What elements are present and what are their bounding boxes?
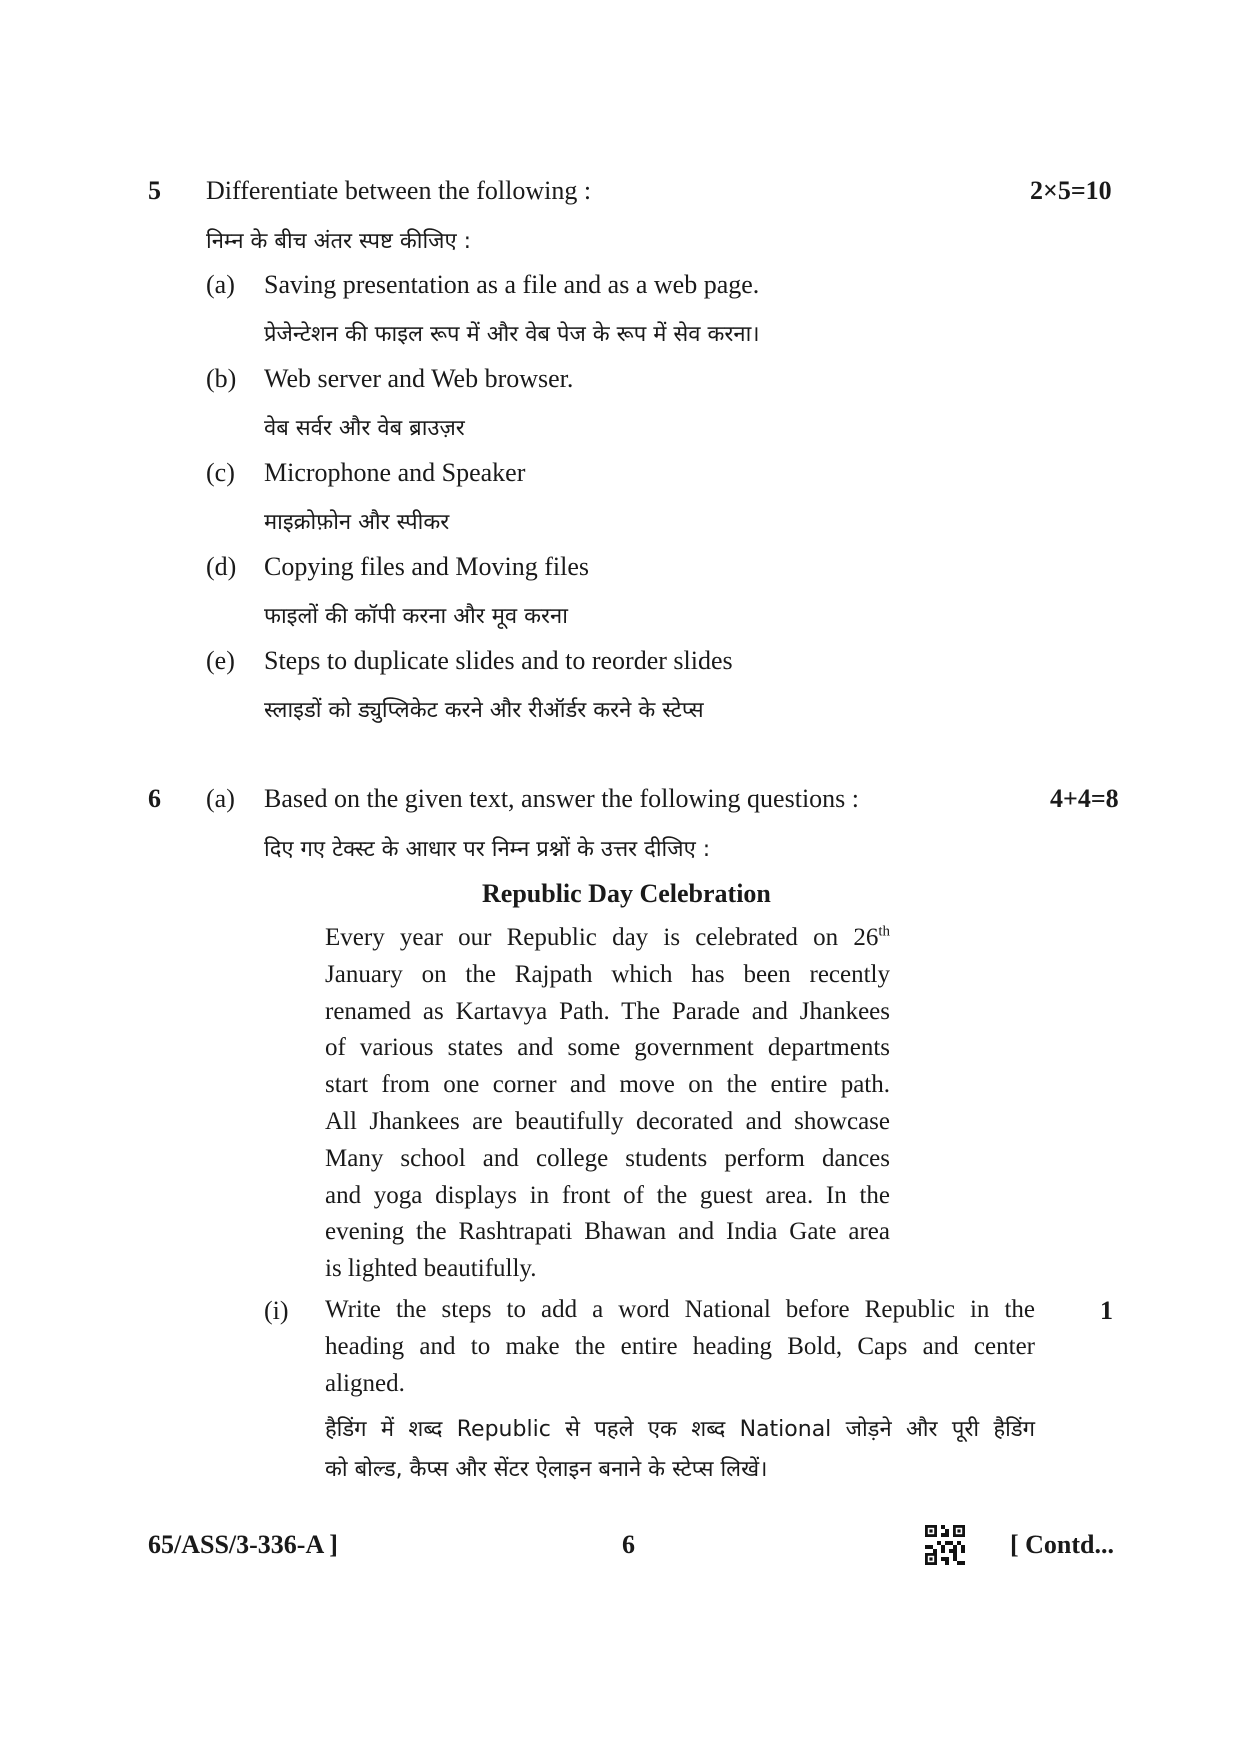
page-number: 6 bbox=[622, 1530, 635, 1559]
question-line-hi: को बोल्ड, कैप्स और सेंटर ऐलाइन बनाने के स्टेप्स लिखें। bbox=[325, 1457, 768, 1482]
q5-item-label: (c) bbox=[206, 458, 235, 487]
q6-sub-i-question-en bbox=[325, 1292, 1035, 1402]
qr-code-icon bbox=[925, 1525, 965, 1565]
q5-item-hi: प्रेजेन्टेशन की फाइल रूप में और वेब पेज के रूप में सेव करना। bbox=[264, 322, 760, 347]
passage-line: and yoga displays in front of the guest area. In the bbox=[325, 1181, 890, 1209]
passage-line: is lighted beautifully. bbox=[325, 1255, 537, 1283]
q5-item-hi: फाइलों की कॉपी करना और मूव करना bbox=[264, 604, 568, 629]
continued-marker: [ Contd... bbox=[1010, 1530, 1115, 1559]
q5-item-label: (b) bbox=[206, 364, 237, 393]
passage-line: January on the Rajpath which has been recently bbox=[325, 960, 890, 988]
passage bbox=[325, 920, 890, 1288]
q5-item-label: (a) bbox=[206, 270, 235, 299]
question-line: heading and to make the entire heading Bold, Caps and center bbox=[325, 1332, 1035, 1360]
q5-item-en: Saving presentation as a file and as a web page. bbox=[264, 270, 760, 299]
q5-question-hi: निम्न के बीच अंतर स्पष्ट कीजिए : bbox=[206, 229, 472, 254]
q6-sub-i-question-hi bbox=[325, 1410, 1035, 1490]
q5-item-label: (d) bbox=[206, 552, 237, 581]
q6-part-label: (a) bbox=[206, 784, 235, 813]
passage-title: Republic Day Celebration bbox=[482, 879, 771, 908]
q6-number: 6 bbox=[148, 784, 161, 813]
q5-item-label: (e) bbox=[206, 646, 235, 675]
q5-item-en: Copying files and Moving files bbox=[264, 552, 589, 581]
question-line-hi: हैडिंग में शब्द Republic से पहले एक शब्द National जोड़ने और पूरी हैडिंग bbox=[325, 1417, 1035, 1442]
q5-item-hi: माइक्रोफ़ोन और स्पीकर bbox=[264, 510, 450, 535]
q5-item-en: Web server and Web browser. bbox=[264, 364, 574, 393]
passage-line: renamed as Kartavya Path. The Parade and Jhankees bbox=[325, 997, 890, 1025]
q5-item-en: Microphone and Speaker bbox=[264, 458, 526, 487]
passage-line: All Jhankees are beautifully decorated and showcase bbox=[325, 1107, 890, 1135]
q5-item-hi: वेब सर्वर और वेब ब्राउज़र bbox=[264, 416, 465, 441]
passage-line: Every year our Republic day is celebrated on 26th bbox=[325, 923, 890, 951]
question-line: aligned. bbox=[325, 1369, 405, 1397]
q5-item-hi: स्लाइडों को ड्युप्लिकेट करने और रीऑर्डर करने के स्टेप्स bbox=[264, 698, 704, 723]
passage-line: Many school and college students perform dances bbox=[325, 1144, 890, 1172]
question-line: Write the steps to add a word National before Republic in the bbox=[325, 1296, 1035, 1323]
q6-sub-i-marks: 1 bbox=[1100, 1296, 1113, 1325]
passage-line: start from one corner and move on the entire path. bbox=[325, 1071, 890, 1099]
q5-marks: 2×5=10 bbox=[1030, 176, 1112, 205]
q5-item-en: Steps to duplicate slides and to reorder slides bbox=[264, 646, 733, 675]
passage-superscript: th bbox=[878, 923, 890, 940]
q5-question-en: Differentiate between the following : bbox=[206, 176, 592, 205]
q6-question-hi: दिए गए टेक्स्ट के आधार पर निम्न प्रश्नों के उत्तर दीजिए : bbox=[264, 837, 711, 862]
q5-number: 5 bbox=[148, 176, 161, 205]
q6-question-en: Based on the given text, answer the following questions : bbox=[264, 784, 860, 813]
q6-sub-i-label: (i) bbox=[264, 1296, 289, 1325]
passage-line: evening the Rashtrapati Bhawan and India Gate area bbox=[325, 1218, 890, 1246]
paper-code: 65/ASS/3-336-A ] bbox=[148, 1530, 338, 1559]
q6-marks: 4+4=8 bbox=[1050, 784, 1119, 813]
passage-line: of various states and some government departments bbox=[325, 1034, 890, 1062]
